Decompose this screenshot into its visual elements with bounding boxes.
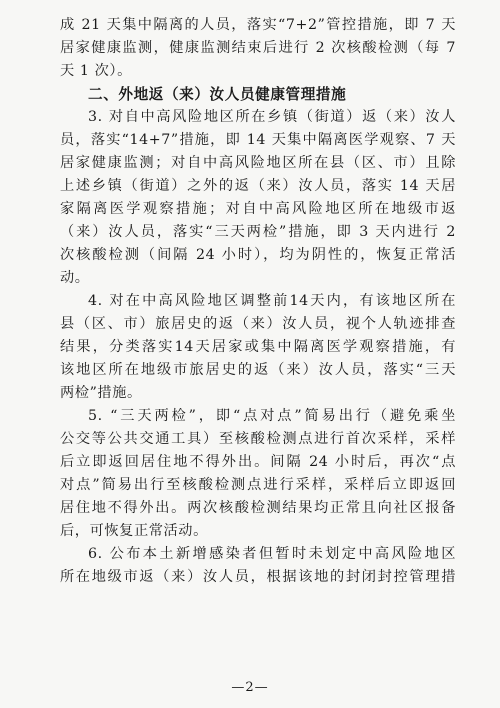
- text-line: 结果，分类落实14天居家或集中隔离医学观察措施，有: [60, 339, 456, 355]
- text-line: （来）汝人员，落实“三天两检”措施，即 3 天内进行 2: [60, 224, 456, 240]
- text-line: 后立即返回居住地不得外出。间隔 24 小时后，再次“点: [60, 454, 456, 470]
- text-line: 对点”简易出行至核酸检测点进行采样，采样后立即返回: [60, 477, 456, 493]
- document-page: [60, 14, 456, 589]
- text-line: 公交等公共交通工具）至核酸检测点进行首次采样，采样: [60, 431, 456, 447]
- page-number: —2—: [231, 680, 269, 695]
- text-line: 4. 对在中高风险地区调整前14天内，有该地区所在: [88, 293, 456, 309]
- heading-line: 二、外地返（来）汝人员健康管理措施: [88, 86, 347, 103]
- text-line: 所在地级市返（来）汝人员，根据该地的封闭封控管理措: [60, 569, 456, 585]
- text-line: 动。: [60, 270, 90, 286]
- text-line: 5. “三天两检”，即“点对点”简易出行（避免乘坐: [88, 408, 456, 424]
- text-line: 上述乡镇（街道）之外的返（来）汝人员，落实 14 天居: [60, 178, 456, 194]
- text-line: 该地区所在地级市旅居史的返（来）汝人员，落实“三天: [60, 362, 456, 378]
- text-line: 成 21 天集中隔离的人员，落实“7+2”管控措施，即 7 天: [60, 17, 456, 33]
- paragraph-5: [60, 405, 456, 543]
- text-line: 县（区、市）旅居史的返（来）汝人员，视个人轨迹排查: [60, 316, 456, 332]
- paragraph-3: [60, 106, 456, 290]
- paragraph-6: [60, 543, 456, 589]
- text-line: 天 1 次）。: [60, 63, 132, 79]
- paragraph-4: [60, 290, 456, 405]
- section-heading: [60, 83, 456, 106]
- text-line: 后，可恢复正常活动。: [60, 523, 208, 539]
- text-line: 次核酸检测（间隔 24 小时），均为阴性的，恢复正常活: [60, 247, 456, 263]
- text-line: 3. 对自中高风险地区所在乡镇（街道）返（来）汝人: [88, 109, 456, 125]
- text-line: 居家健康监测，健康监测结束后进行 2 次核酸检测（每 7: [60, 40, 456, 56]
- text-line: 家隔离医学观察措施；对自中高风险地区所在地级市返: [60, 201, 456, 217]
- text-line: 两检”措施。: [60, 385, 142, 401]
- text-line: 6. 公布本土新增感染者但暂时未划定中高风险地区: [88, 546, 456, 562]
- text-line: 居住地不得外出。两次核酸检测结果均正常且向社区报备: [60, 500, 456, 516]
- text-line: 员，落实“14+7”措施，即 14 天集中隔离医学观察、7 天: [60, 132, 456, 148]
- paragraph-1: [60, 14, 456, 83]
- text-line: 居家健康监测；对自中高风险地区所在县（区、市）且除: [60, 155, 456, 171]
